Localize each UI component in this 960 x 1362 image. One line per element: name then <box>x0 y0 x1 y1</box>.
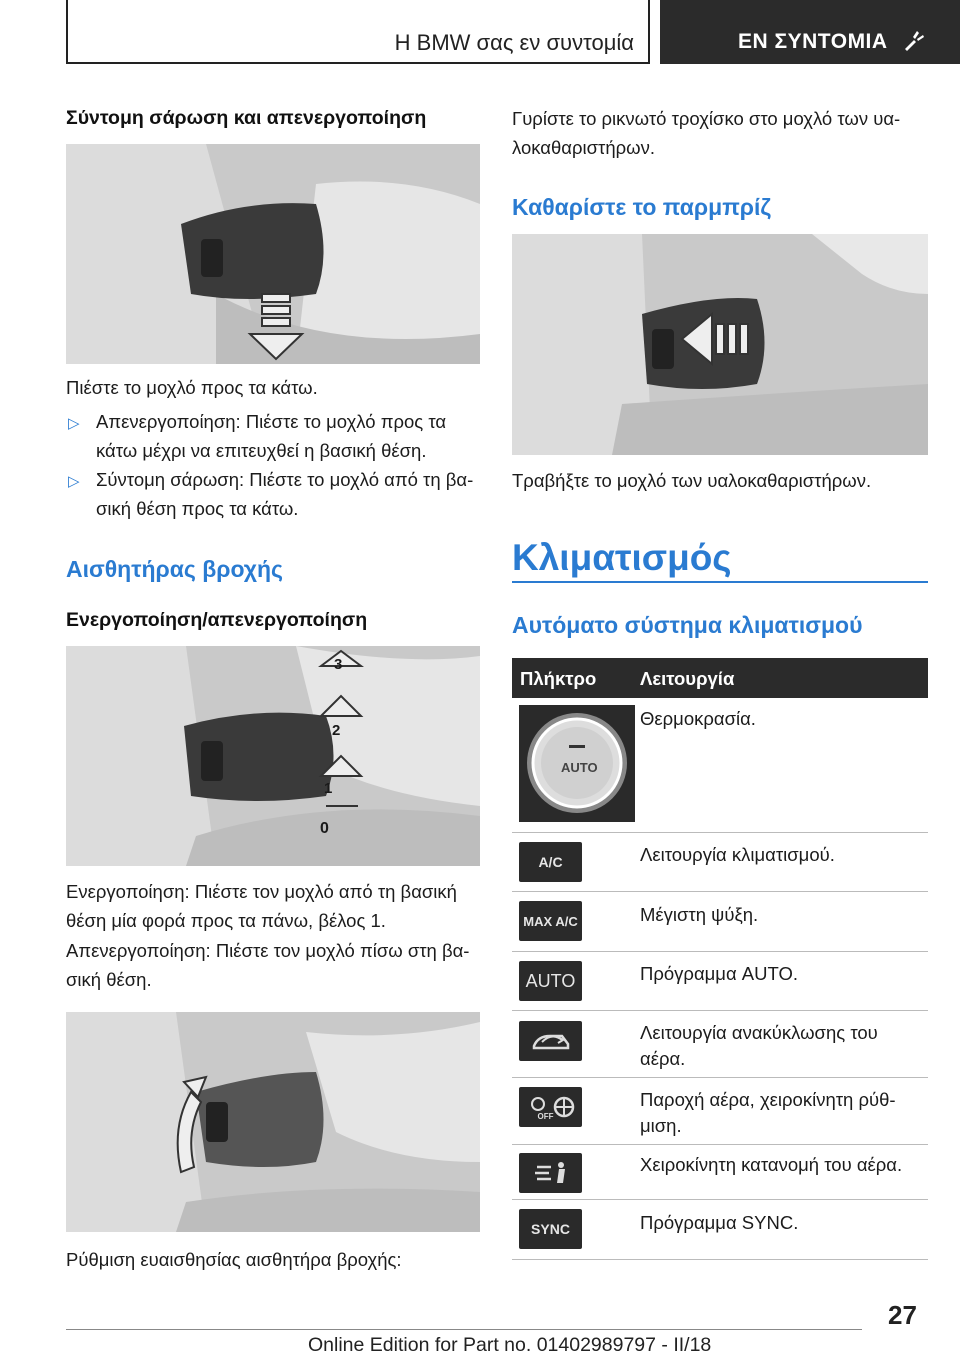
header-chapter-title: ΕΝ ΣΥΝΤΟΜΙΑ <box>738 30 888 53</box>
bullet-short-wipe-line1: Σύντομη σάρωση: Πιέστε το μοχλό από τη βα- <box>96 469 474 490</box>
footer-edition: Online Edition for Part no. 01402989797 - II/18 <box>308 1334 712 1356</box>
row-divider <box>512 832 928 833</box>
text-activate-line1: Ενεργοποίηση: Πιέστε τον μοχλό από τη βασική <box>66 881 457 902</box>
figure-sensitivity-wheel <box>66 1012 480 1232</box>
row-temperature: Θερμοκρασία. <box>640 708 756 729</box>
bullet-deactivate-line1: Απενεργοποίηση: Πιέστε το μοχλό προς τα <box>96 411 447 432</box>
text-sensitivity: Ρύθμιση ευαισθησίας αισθητήρα βροχής: <box>66 1249 402 1270</box>
air-distribution-icon <box>531 1159 571 1187</box>
position-label-0: 0 <box>320 820 329 837</box>
row-divider <box>512 1199 928 1200</box>
figure-rain-sensor-positions <box>66 646 480 866</box>
heading-auto-climate: Αυτόματο σύστημα κλιματισμού <box>512 612 863 638</box>
row-divider <box>512 1259 928 1260</box>
auto-knob-label: AUTO <box>561 760 598 775</box>
bullet-deactivate-line2: κάτω μέχρι να επιτευχθεί η βασική θέση. <box>96 440 427 461</box>
auto-button-label: AUTO <box>525 970 576 991</box>
text-press-down: Πιέστε το μοχλό προς τα κάτω. <box>66 377 318 398</box>
row-airflow-line2: μιση. <box>640 1115 682 1136</box>
airflow-button-icon <box>519 1087 582 1127</box>
heading-clean-windshield: Καθαρίστε το παρμπρίζ <box>512 194 772 220</box>
row-recirculation-line1: Λειτουργία ανακύκλωσης του <box>640 1022 878 1043</box>
row-divider <box>512 891 928 892</box>
table-header-key: Πλήκτρο <box>520 668 597 689</box>
header-section-title: Η BMW σας εν συντομία <box>394 30 634 55</box>
fan-off-label: OFF <box>537 1111 554 1121</box>
row-airflow-line1: Παροχή αέρα, χειροκίνητη ρύθ- <box>640 1089 896 1110</box>
position-label-3: 3 <box>334 656 343 673</box>
table-header <box>512 658 928 698</box>
wrench-car-icon <box>902 28 926 52</box>
row-sync: Πρόγραμμα SYNC. <box>640 1212 799 1233</box>
text-turn-wheel-line2: λοκαθαριστήρων. <box>512 137 655 158</box>
header-chapter-box <box>660 0 960 64</box>
bullet-short-wipe-line2: σική θέση προς τα κάτω. <box>96 498 299 519</box>
row-divider <box>512 951 928 952</box>
heading-activation: Ενεργοποίηση/απενεργοποίηση <box>66 609 368 631</box>
heading-underline <box>512 581 928 583</box>
heading-short-wipe: Σύντομη σάρωση και απενεργοποίηση <box>66 107 427 129</box>
ac-button-label: A/C <box>538 854 563 870</box>
row-air-distribution: Χειροκίνητη κατανομή του αέρα. <box>640 1154 903 1175</box>
text-pull-lever: Τραβήξτε το μοχλό των υαλοκαθαριστήρων. <box>512 470 872 491</box>
heading-climate: Κλιματισμός <box>512 537 732 578</box>
position-label-2: 2 <box>332 722 341 739</box>
table-header-function: Λειτουργία <box>640 668 735 689</box>
row-ac: Λειτουργία κλιματισμού. <box>640 844 835 865</box>
sync-button-icon <box>519 1209 582 1249</box>
row-divider <box>512 1144 928 1145</box>
row-auto: Πρόγραμμα AUTO. <box>640 963 798 984</box>
header-section-box <box>66 0 650 64</box>
auto-knob-icon <box>519 705 635 822</box>
text-deactivate-line1: Απενεργοποίηση: Πιέστε τον μοχλό πίσω στη βα- <box>66 940 470 961</box>
row-recirculation-line2: αέρα. <box>640 1048 686 1069</box>
text-turn-wheel-line1: Γυρίστε το ρικνωτό τροχίσκο στο μοχλό των υα- <box>512 108 901 129</box>
bullet-triangle-icon: ▷ <box>68 473 80 490</box>
bullet-triangle-icon: ▷ <box>68 415 80 432</box>
max-ac-button-label: MAX A/C <box>523 913 578 929</box>
row-max-ac: Μέγιστη ψύξη. <box>640 904 759 925</box>
figure-lever-pull <box>512 234 928 455</box>
recirculation-button-icon <box>519 1021 582 1061</box>
page-number: 27 <box>888 1300 917 1330</box>
air-distribution-button-icon <box>519 1153 582 1193</box>
sync-button-label: SYNC <box>531 1221 570 1237</box>
text-deactivate-line2: σική θέση. <box>66 969 152 990</box>
auto-button-icon <box>519 961 582 1001</box>
position-label-1: 1 <box>324 780 333 797</box>
ac-button-icon <box>519 842 582 882</box>
figure-lever-down <box>66 144 480 364</box>
text-activate-line2: θέση μία φορά προς τα πάνω, βέλος 1. <box>66 910 386 931</box>
heading-rain-sensor: Αισθητήρας βροχής <box>66 556 283 582</box>
max-ac-button-icon <box>519 901 582 941</box>
recirculation-icon <box>528 1028 574 1054</box>
row-divider <box>512 1077 928 1078</box>
row-divider <box>512 1010 928 1011</box>
footer-divider <box>66 1329 862 1330</box>
